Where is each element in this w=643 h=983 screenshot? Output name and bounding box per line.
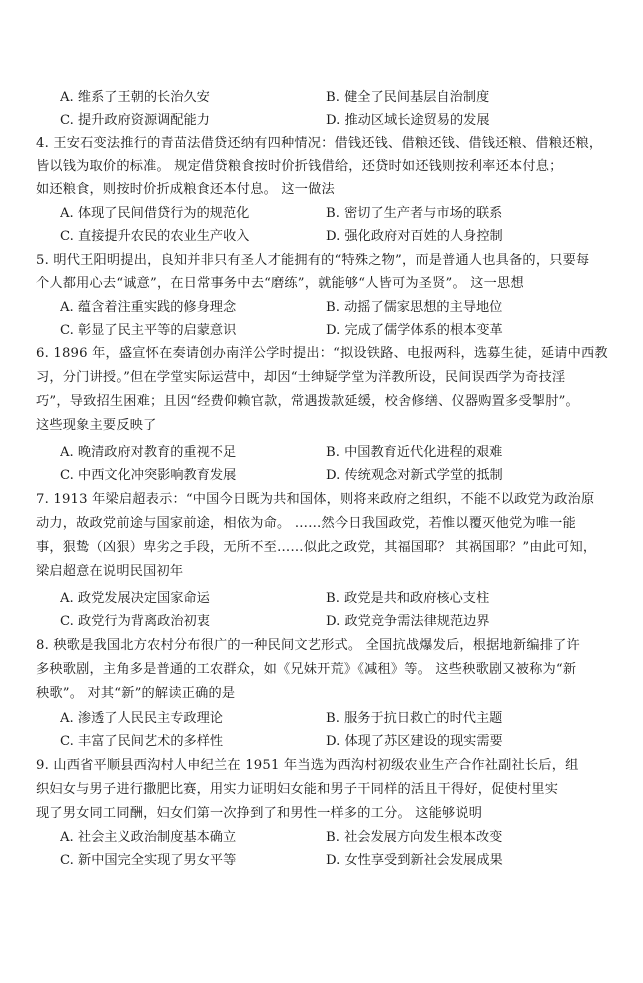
q6-option-d[interactable]: D. 传统观念对新式学堂的抵制 — [326, 468, 503, 483]
q5-option-d[interactable]: D. 完成了儒学体系的根本变革 — [326, 323, 503, 338]
q6-stem-line-3: 巧”，导致招生困难；且因“经费仰赖官款，常遇拨款延缓，校舍修缮、仪器购置多受掣肘”。 — [36, 394, 579, 409]
q9-option-a[interactable]: A. 社会主义政治制度基本确立 — [60, 830, 237, 845]
q4-option-a[interactable]: A. 体现了民间借贷行为的规范化 — [60, 206, 250, 221]
q4-option-c[interactable]: C. 直接提升农民的农业生产收入 — [60, 229, 250, 244]
q9-option-d[interactable]: D. 女性享受到新社会发展成果 — [326, 853, 503, 868]
q9-stem-line-1: 9. 山西省平顺县西沟村人申纪兰在 1951 年当选为西沟村初级农业生产合作社副社长后，组 — [36, 758, 579, 773]
q8-option-a[interactable]: A. 渗透了人民民主专政理论 — [60, 711, 223, 726]
q6-option-a[interactable]: A. 晚清政府对教育的重视不足 — [60, 445, 237, 460]
q3-option-a[interactable]: A. 维系了王朝的长治久安 — [60, 90, 210, 105]
q5-option-c[interactable]: C. 彰显了民主平等的启蒙意识 — [60, 323, 237, 338]
q6-stem-line-1: 6. 1896 年，盛宣怀在奏请创办南洋公学时提出：“拟设铁路、电报两科，选募生徒，延请中西教 — [36, 346, 608, 361]
q9-stem-line-3: 现了男女同工同酬，妇女们第一次挣到了和男性一样多的工分。 这能够说明 — [36, 806, 483, 821]
q7-stem-line-4: 梁启超意在说明民国初年 — [36, 564, 184, 579]
q7-option-b[interactable]: B. 政党是共和政府核心支柱 — [326, 591, 490, 606]
q4-stem-line-3: 如还粮食，则按时价折成粮食还本付息。 这一做法 — [36, 182, 335, 197]
q7-option-a[interactable]: A. 政党发展决定国家命运 — [60, 591, 210, 606]
q9-stem-line-2: 织妇女与男子进行撒肥比赛，用实力证明妇女能和男子干同样的活且干得好，促使村里实 — [36, 782, 559, 797]
q4-stem-line-2: 皆以钱为取价的标准。 规定借贷粮食按时价折钱借给，还贷时如还钱则按利率还本付息； — [36, 159, 563, 174]
q5-option-b[interactable]: B. 动摇了儒家思想的主导地位 — [326, 300, 503, 315]
q7-stem-line-2: 动力，故政党前途与国家前途，相依为命。 ……然今日我国政党，若惟以覆灭他党为唯一能 — [36, 516, 576, 531]
q3-option-c[interactable]: C. 提升政府资源调配能力 — [60, 113, 210, 128]
q6-stem-line-2: 习，分门讲授。”但在学堂实际运营中，却因“士绅疑学堂为洋教所设，民间误西学为奇技淫 — [36, 370, 566, 385]
q7-stem-line-1: 7. 1913 年梁启超表示：“中国今日既为共和国体，则将来政府之组织，不能不以政党为政治原 — [36, 492, 595, 507]
q5-stem-line-1: 5. 明代王阳明提出，良知并非只有圣人才能拥有的“特殊之物”，而是普通人也具备的，只要每 — [36, 253, 590, 268]
q5-option-a[interactable]: A. 蕴含着注重实践的修身理念 — [60, 300, 237, 315]
q4-option-b[interactable]: B. 密切了生产者与市场的联系 — [326, 206, 503, 221]
q3-option-b[interactable]: B. 健全了民间基层自治制度 — [326, 90, 490, 105]
q6-option-b[interactable]: B. 中国教育近代化进程的艰难 — [326, 445, 503, 460]
q7-option-d[interactable]: D. 政党竞争需法律规范边界 — [326, 614, 490, 629]
q7-stem-line-3: 事，狠鸷（凶狠）卑劣之手段，无所不至……似此之政党，其福国耶？ 其祸国耶？”由此可知， — [36, 540, 597, 555]
q8-option-d[interactable]: D. 体现了苏区建设的现实需要 — [326, 734, 503, 749]
q6-stem-line-4: 这些现象主要反映了 — [36, 418, 157, 433]
q7-option-c[interactable]: C. 政党行为背离政治初衷 — [60, 614, 210, 629]
q8-stem-line-3: 秧歌”。 对其“新”的解读正确的是 — [36, 686, 236, 701]
q9-option-b[interactable]: B. 社会发展方向发生根本改变 — [326, 830, 503, 845]
q8-stem-line-2: 多秧歌剧，主角多是普通的工农群众，如《兄妹开荒》《减租》等。 这些秧歌剧又被称为“新 — [36, 662, 577, 677]
q3-option-d[interactable]: D. 推动区域长途贸易的发展 — [326, 113, 490, 128]
q5-stem-line-2: 个人都用心去“诚意”，在日常事务中去“磨练”，就能够“人皆可为圣贤”。 这一思想 — [36, 276, 524, 291]
q8-option-b[interactable]: B. 服务于抗日救亡的时代主题 — [326, 711, 503, 726]
q8-stem-line-1: 8. 秧歌是我国北方农村分布很广的一种民间文艺形式。 全国抗战爆发后，根据地新编排了许 — [36, 638, 580, 653]
q4-option-d[interactable]: D. 强化政府对百姓的人身控制 — [326, 229, 503, 244]
q4-stem-line-1: 4. 王安石变法推行的青苗法借贷还纳有四种情况：借钱还钱、借粮还钱、借钱还粮、借粮还粮， — [36, 136, 603, 151]
q9-option-c[interactable]: C. 新中国完全实现了男女平等 — [60, 853, 237, 868]
q8-option-c[interactable]: C. 丰富了民间艺术的多样性 — [60, 734, 224, 749]
q6-option-c[interactable]: C. 中西文化冲突影响教育发展 — [60, 468, 237, 483]
